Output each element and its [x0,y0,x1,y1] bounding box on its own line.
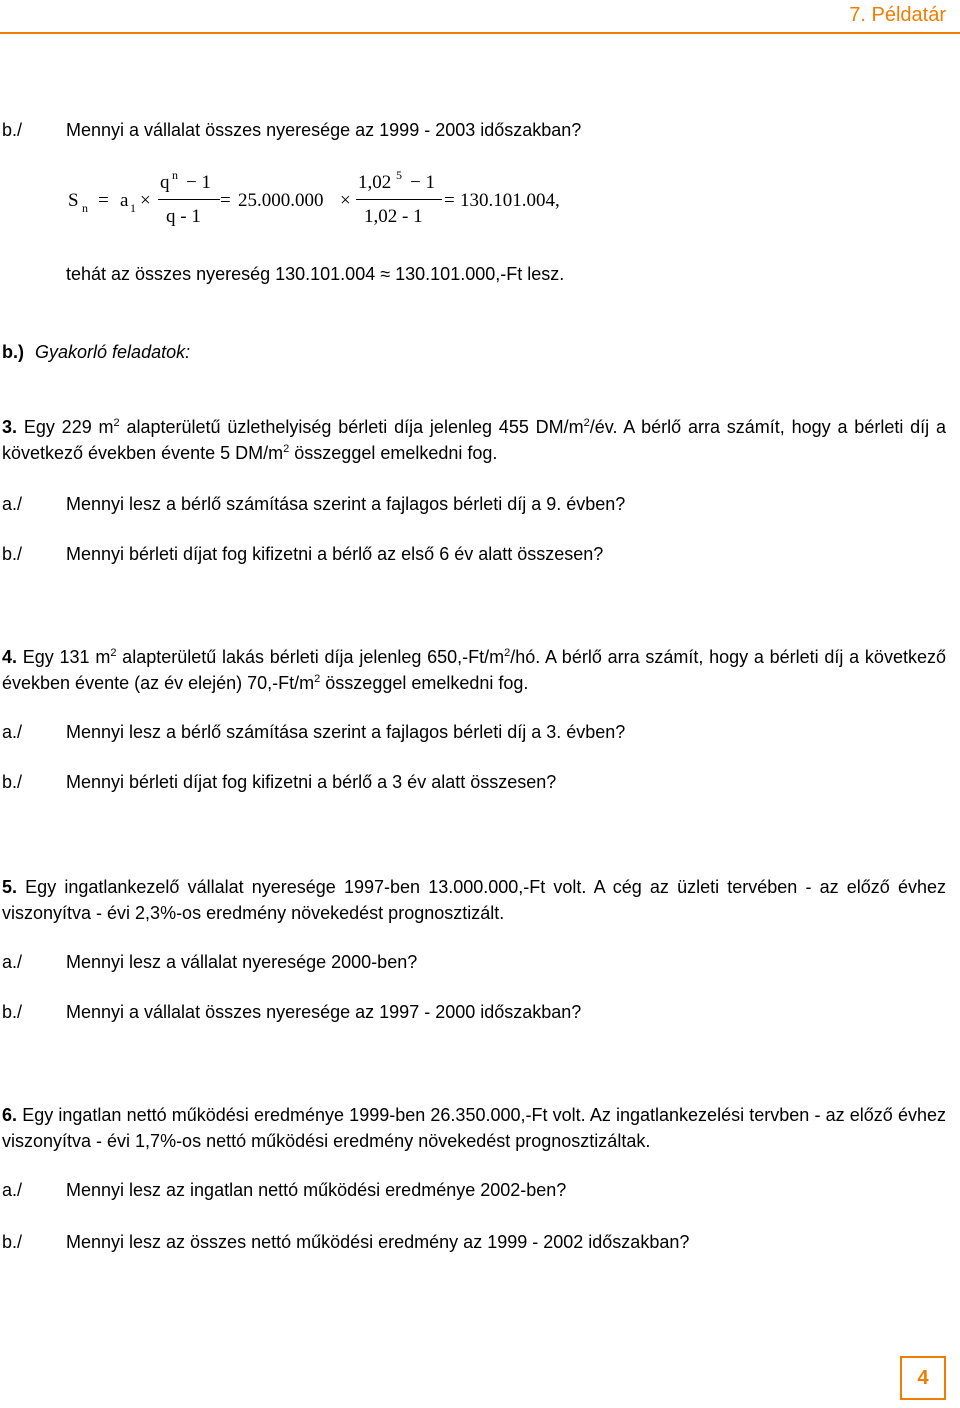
approx-symbol: ≈ [380,264,391,284]
example-b-conclusion [66,264,564,285]
task4-b-question: Mennyi bérleti díjat fog kifizetni a bérlő a 3 év alatt összesen? [66,772,557,792]
formula-times2: × [340,190,351,211]
task3-num: 3. [2,417,18,437]
task4-text-part: /hó. A bérlő arra számít, hogy a bérleti díj a következő években évente (az év elején) 70,-Ft/m [2,647,946,693]
task4-a-question: Mennyi lesz a bérlő számítása szerint a fajlagos bérleti díj a 3. évben? [66,722,626,742]
task6-text-body: Egy ingatlan nettó működési eredménye 1999-ben 26.350.000,-Ft volt. Az ingatlankezelési tervben - az előző évhez viszonyítva - évi 1,7%-os nettó működési eredmény növekedést prognosztizáltak. [2,1105,946,1151]
conclusion-pre: tehát az összes nyereség 130.101.004 [66,264,376,284]
formula-lhs: S [68,190,79,211]
task5-num: 5. [2,877,18,897]
fraction-bar-1 [158,199,220,200]
task3-sup: 2 [583,417,590,429]
task6-b-label: b./ [2,1232,23,1252]
practice-heading-text: Gyakorló feladatok: [35,342,191,362]
formula-num2-base: 1,02 [358,172,392,193]
formula-den1: q - 1 [166,206,201,227]
task6-a-label: a./ [2,1180,23,1200]
example-b-question: Mennyi a vállalat összes nyeresége az 1999 - 2003 időszakban? [66,120,582,140]
task5-b-label: b./ [2,1002,23,1022]
task6-a-question: Mennyi lesz az ingatlan nettó működési eredménye 2002-ben? [66,1180,567,1200]
task3-text-part: Egy 229 m [23,417,114,437]
task4-text [2,644,946,696]
task4-text-part: összeggel emelkedni fog. [320,673,529,693]
formula-result: 130.101.004, [460,190,560,211]
task3-text-part: /év. A bérlő arra számít, hogy a bérleti díj a következő években évente 5 DM/m [2,417,946,463]
formula-num2-exp: 5 [396,168,402,182]
practice-heading [2,342,190,363]
fraction-bar-2 [356,199,442,200]
task4-text-part: alapterületű lakás bérleti díja jelenleg 650,-Ft/m [116,647,505,667]
practice-heading-num: b.) [2,342,24,362]
formula-den2: 1,02 - 1 [364,206,423,227]
formula-num1-rest: − 1 [186,172,211,193]
task3-text-part: alapterületű üzlethelyiség bérleti díja jelenleg 455 DM/m [119,417,584,437]
task4-sup: 2 [314,673,321,685]
task3-a-question: Mennyi lesz a bérlő számítása szerint a fajlagos bérleti díj a 9. évben? [66,494,626,514]
task3-sup: 2 [283,443,290,455]
task4-a-label: a./ [2,722,23,742]
task3-sup: 2 [113,417,120,429]
task4-text-part: Egy 131 m [22,647,111,667]
formula-eq2: = [220,190,231,211]
task5-a-label: a./ [2,952,23,972]
task3-text [2,414,946,466]
task4-b-label: b./ [2,772,23,792]
task5-a-question: Mennyi lesz a vállalat nyeresége 2000-ben? [66,952,418,972]
formula-times1: × [140,190,151,211]
example-b-label: b./ [2,120,23,140]
sum-formula [60,168,580,240]
task6-text [2,1102,946,1154]
task4-num: 4. [2,647,18,667]
header-divider [0,32,960,34]
task3-text-part: összeggel emelkedni fog. [289,443,498,463]
formula-eq3: = [444,190,455,211]
task6-b-question: Mennyi lesz az összes nettó működési eredmény az 1999 - 2002 időszakban? [66,1232,690,1252]
task4-sup: 2 [110,647,117,659]
conclusion-post: 130.101.000,-Ft lesz. [395,264,565,284]
formula-a-sub: 1 [130,201,136,215]
task5-b-question: Mennyi a vállalat összes nyeresége az 1997 - 2000 időszakban? [66,1002,582,1022]
formula-eq1: = [98,190,109,211]
formula-lhs-sub: n [82,201,88,215]
task3-b-question: Mennyi bérleti díjat fog kifizetni a bérlő az első 6 év alatt összesen? [66,544,604,564]
formula-num2-rest: − 1 [410,172,435,193]
page-number: 4 [900,1356,946,1400]
task5-text [2,874,946,926]
task4-sup: 2 [504,647,511,659]
task5-text-body: Egy ingatlankezelő vállalat nyeresége 1997-ben 13.000.000,-Ft volt. A cég az üzleti tervében - az előző évhez viszonyítva - évi 2,3%-os eredmény növekedést prognosztizált. [2,877,946,923]
formula-num1-exp: n [172,168,178,182]
header-title: 7. Példatár [849,4,946,26]
formula-a: a [120,190,129,211]
formula-value1: 25.000.000 [238,190,324,211]
task3-b-label: b./ [2,544,23,564]
task6-num: 6. [2,1105,18,1125]
task3-a-label: a./ [2,494,23,514]
formula-num1-base: q [160,172,170,193]
